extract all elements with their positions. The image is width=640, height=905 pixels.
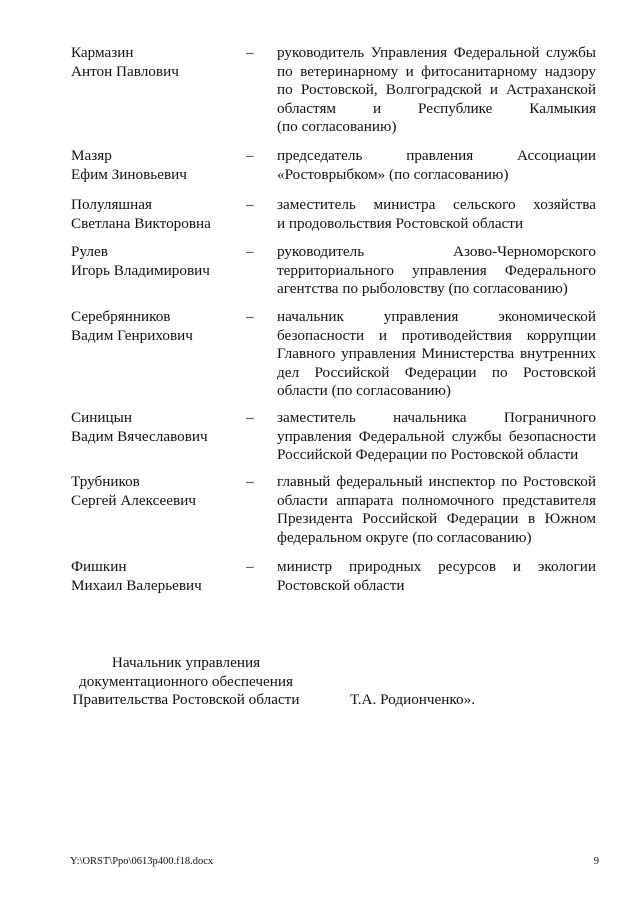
member-role — [277, 409, 596, 465]
member-role-line: и продовольствия Ростовской области — [277, 214, 524, 232]
member-name-line: Сергей Алексеевич — [71, 491, 196, 509]
member-name — [71, 409, 241, 446]
member-name-line: Кармазин — [71, 44, 134, 61]
member-dash: – — [246, 473, 254, 490]
member-role-line: Президента Российской Федерации в Южном — [277, 510, 596, 527]
member-role-line: министр природных ресурсов и экологии — [277, 558, 596, 575]
member-name-line: Трубников — [71, 473, 140, 490]
member-role-line: главный федеральный инспектор по Ростовской — [277, 473, 596, 490]
member-role — [277, 44, 596, 137]
member-role-line: руководитель Азово-Черноморского — [277, 243, 596, 260]
member-name-line: Серебрянников — [71, 308, 171, 325]
member-role-line: области аппарата полномочного представителя — [277, 491, 596, 509]
member-dash: – — [246, 558, 254, 575]
member-role-line: территориального управления Федерального — [277, 261, 596, 279]
member-name — [71, 308, 241, 345]
member-role-line: заместитель начальника Пограничного — [277, 409, 596, 426]
member-name — [71, 243, 241, 280]
member-role-line: федеральном округе (по согласованию) — [277, 528, 532, 546]
member-role-line: Главного управления Министерства внутренних — [277, 345, 596, 362]
member-name-line: Вадим Вячеславович — [71, 427, 208, 445]
member-role-line: (по согласованию) — [277, 118, 397, 135]
footer-page-number: 9 — [593, 856, 599, 867]
signature-line-3: Правительства Ростовской области — [72, 691, 300, 708]
member-role-line: области (по согласованию) — [277, 382, 451, 399]
member-name-line: Антон Павлович — [71, 62, 179, 80]
member-dash: – — [246, 243, 254, 260]
member-role — [277, 196, 596, 233]
member-role-line: безопасности и противодействия коррупции — [277, 326, 596, 344]
member-role — [277, 243, 596, 299]
member-name-line: Игорь Владимирович — [71, 261, 210, 279]
member-dash: – — [246, 409, 254, 426]
member-role — [277, 473, 596, 547]
member-role — [277, 147, 596, 184]
member-name-line: Михаил Валерьевич — [71, 576, 202, 594]
member-role-line: «Ростоврыбком» (по согласованию) — [277, 165, 509, 183]
member-name-line: Полуляшная — [71, 196, 152, 213]
member-role-line: начальник управления экономической — [277, 308, 596, 325]
member-role-line: агентства по рыболовству (по согласованию) — [277, 280, 568, 297]
member-role-line: по Ростовской, Волгоградской и Астраханской — [277, 81, 596, 98]
member-role-line: Ростовской области — [277, 576, 405, 594]
member-role — [277, 308, 596, 401]
signature-title — [66, 654, 306, 710]
member-name-line: Мазяр — [71, 147, 112, 164]
member-role-line: областям и Республике Калмыкия — [277, 99, 596, 117]
member-role-line: дел Российской Федерации по Ростовской — [277, 363, 596, 381]
member-role-line: заместитель министра сельского хозяйства — [277, 196, 596, 213]
member-role-line: Российской Федерации по Ростовской области — [277, 446, 579, 463]
member-role-line: по ветеринарному и фитосанитарному надзору — [277, 62, 596, 80]
member-name — [71, 147, 241, 184]
footer-file-path: Y:\ORST\Ppo\0613p400.f18.docx — [70, 856, 214, 867]
member-name-line: Фишкин — [71, 558, 127, 575]
member-name-line: Рулев — [71, 243, 108, 260]
member-name — [71, 44, 241, 81]
member-dash: – — [246, 147, 254, 164]
member-name — [71, 473, 241, 510]
member-role-line: руководитель Управления Федеральной службы — [277, 44, 596, 61]
member-dash: – — [246, 308, 254, 325]
member-name-line: Вадим Генрихович — [71, 326, 193, 344]
member-dash: – — [246, 196, 254, 213]
member-name — [71, 558, 241, 595]
signer-name: Т.А. Родионченко». — [350, 691, 476, 708]
member-role-line: управления Федеральной службы безопасности — [277, 427, 596, 445]
member-name-line: Ефим Зиновьевич — [71, 165, 187, 183]
member-dash: – — [246, 44, 254, 61]
signature-line-2: документационного обеспечения — [79, 672, 293, 690]
member-role-line: председатель правления Ассоциации — [277, 147, 596, 164]
member-name-line: Светлана Викторовна — [71, 214, 211, 232]
member-role — [277, 558, 596, 595]
signature-line-1: Начальник управления — [111, 654, 261, 671]
member-name-line: Синицын — [71, 409, 132, 426]
member-name — [71, 196, 241, 233]
